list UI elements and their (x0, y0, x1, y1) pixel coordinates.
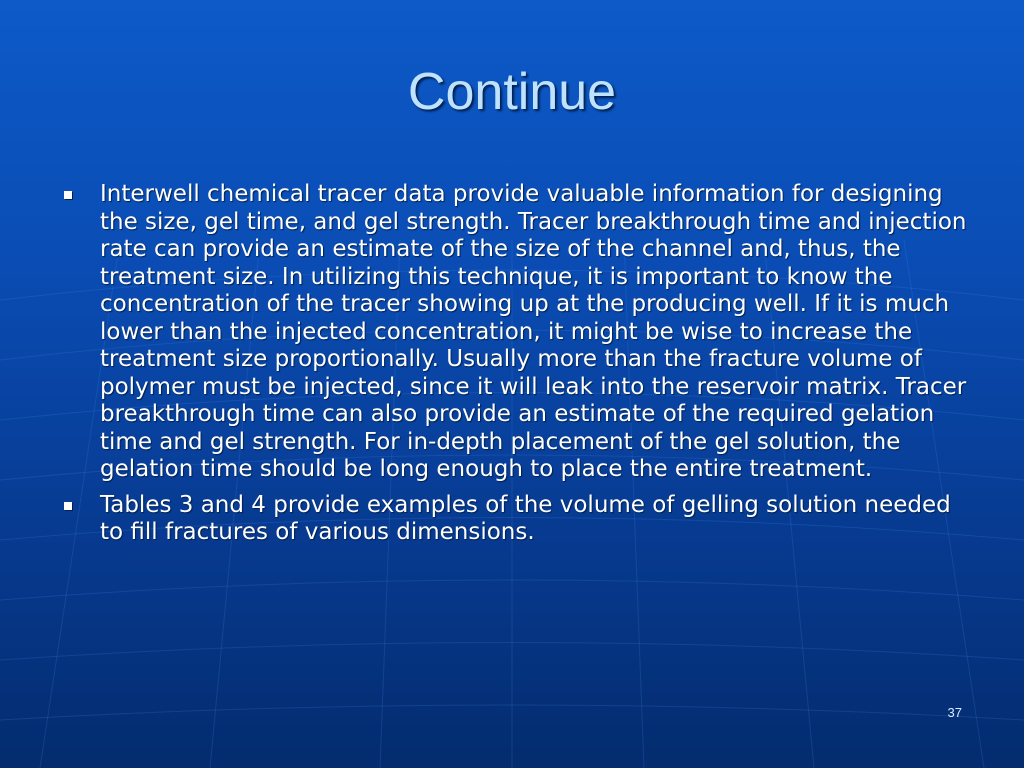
bullet-item (62, 492, 972, 547)
square-bullet-icon (64, 502, 72, 510)
bullet-list (62, 181, 972, 555)
square-bullet-icon (64, 191, 72, 199)
bullet-text: Interwell chemical tracer data provide valuable information for designing the size, gel time, and gel strength. Tracer breakthrough time and injection rate can provide an estimate of the size of the channel and, thus, the treatment size. In utilizing this technique, it is important to know the concentration of the tracer showing up at the producing well. If it is much lower than the injected concentration, it might be wise to increase the treatment size proportionally. Usually more than the fracture volume of polymer must be injected, since it will leak into the reservoir matrix. Tracer breakthrough time can also provide an estimate of the required gelation time and gel strength. For in-depth placement of the gel solution, the gelation time should be long enough to place the entire treatment. (100, 181, 967, 482)
page-number: 37 (947, 705, 962, 720)
bullet-text: Tables 3 and 4 provide examples of the volume of gelling solution needed to fill fractures of various dimensions. (100, 491, 951, 545)
bullet-item (62, 181, 972, 484)
slide-title: Continue (407, 63, 617, 121)
